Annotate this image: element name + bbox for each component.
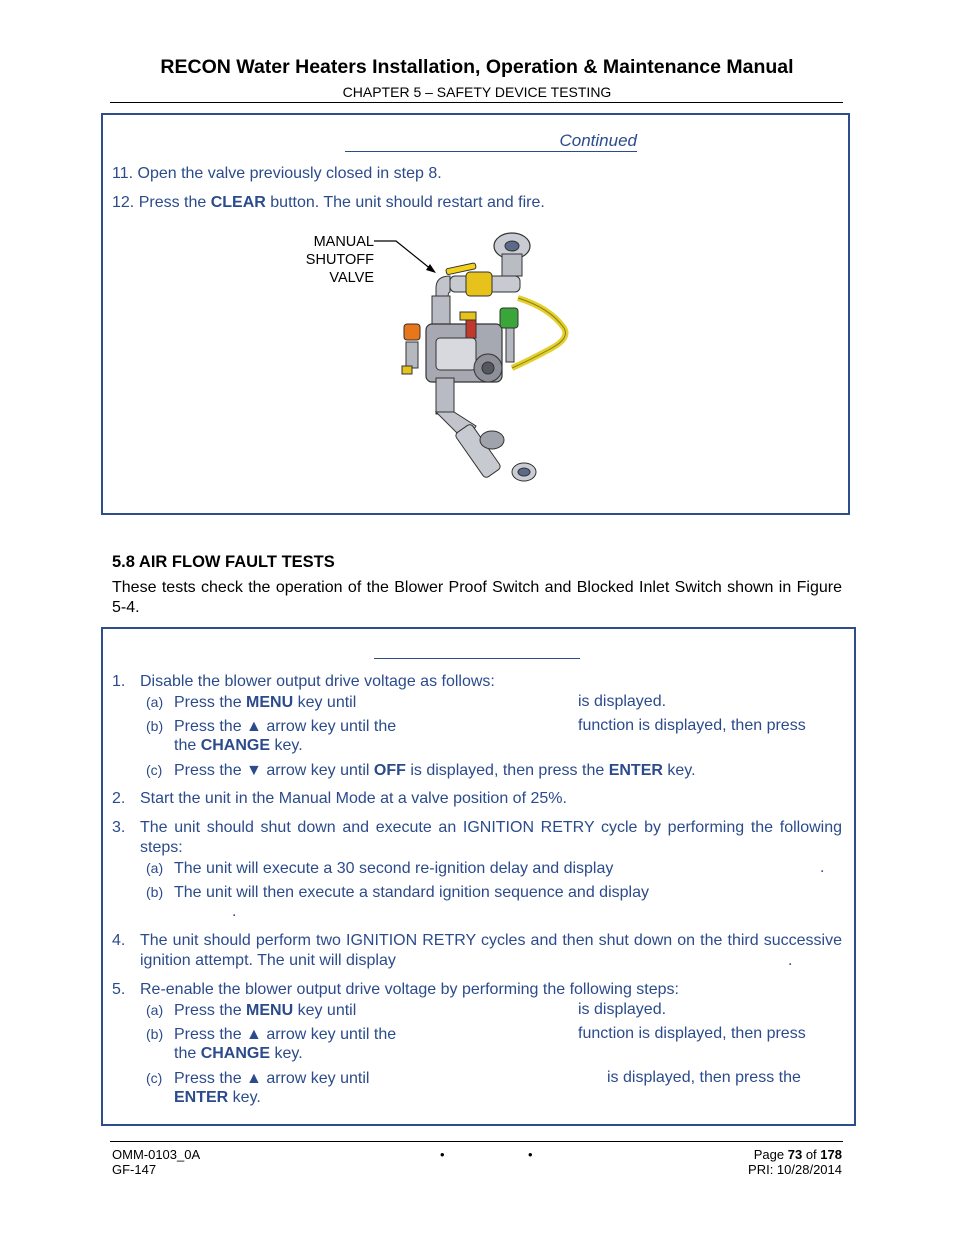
step-5c-cont: ENTER key. (174, 1089, 261, 1106)
step-1c: (c) Press the ▼ arrow key until OFF is displayed, then press the ENTER key. (146, 762, 696, 779)
manual-title: RECON Water Heaters Installation, Operation & Maintenance Manual (160, 56, 794, 78)
step-3b: (b) The unit will then execute a standard ignition sequence and display (146, 884, 649, 901)
step-1b-cont: the CHANGE key. (174, 737, 303, 754)
continued-heading: Continued (345, 131, 637, 152)
step-5b-end: function is displayed, then press (578, 1025, 806, 1042)
section-heading: 5.8 AIR FLOW FAULT TESTS (112, 553, 335, 571)
footer-bullet-1: • (440, 1147, 445, 1162)
step-5b: (b) Press the ▲ arrow key until the (146, 1026, 397, 1043)
step-5a: (a) Press the MENU key until (146, 1002, 357, 1019)
header-divider (110, 102, 843, 103)
step-4-end: . (788, 952, 793, 969)
step-3a-end: . (820, 859, 825, 876)
footer-bullet-2: • (528, 1147, 533, 1162)
step-3a: (a) The unit will execute a 30 second re-ignition delay and display (146, 860, 614, 877)
pri-date: PRI: 10/28/2014 (748, 1162, 842, 1177)
step-1b-end: function is displayed, then press (578, 717, 806, 734)
gf-number: GF-147 (112, 1162, 157, 1177)
step-5c: (c) Press the ▲ arrow key until (146, 1070, 370, 1087)
chapter-title: CHAPTER 5 – SAFETY DEVICE TESTING (342, 84, 612, 100)
page-number: Page 73 of 178 (753, 1147, 842, 1162)
doc-id: OMM-0103_0A (112, 1147, 201, 1162)
step-1b: (b) Press the ▲ arrow key until the (146, 718, 397, 735)
section-intro: These tests check the operation of the Blower Proof Switch and Blocked Inlet Switch shown in Figure 5-4. (112, 579, 842, 616)
step-11: 11. Open the valve previously closed in step 8. (112, 165, 442, 182)
step-1a-end: is displayed. (578, 693, 667, 710)
step-5c-end: is displayed, then press the (607, 1069, 801, 1086)
procedure-heading-underline (374, 658, 580, 659)
step-1a: (a) Press the MENU key until (146, 694, 357, 711)
step-3b-end: . (232, 903, 237, 920)
step-5b-cont: the CHANGE key. (174, 1045, 303, 1062)
valve-assembly-illustration (380, 228, 580, 490)
step-12: 12. Press the CLEAR button. The unit should restart and fire. (112, 194, 545, 211)
step-5a-end: is displayed. (578, 1001, 667, 1018)
valve-callout-label: MANUAL SHUTOFF VALVE (305, 234, 374, 286)
footer-divider (110, 1141, 843, 1142)
